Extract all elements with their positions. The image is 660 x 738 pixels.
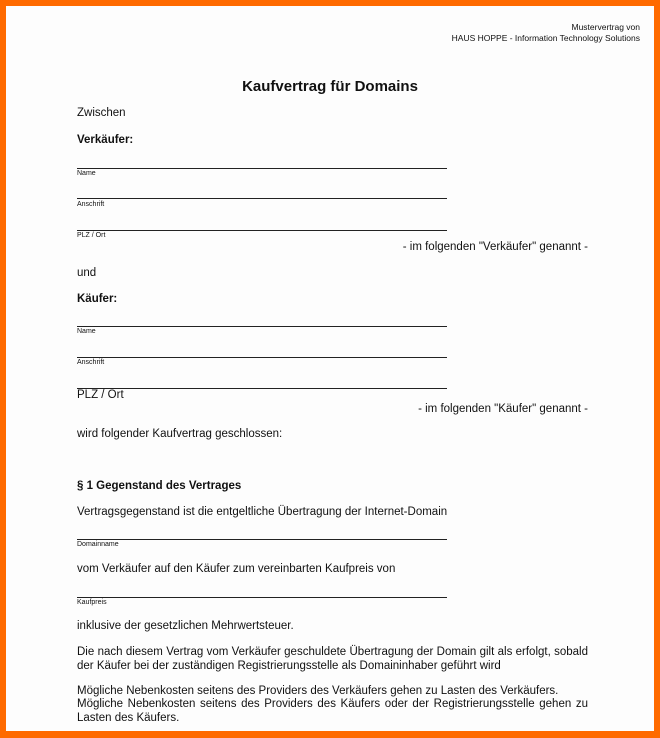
buyer-address-label: Anschrift: [77, 359, 105, 366]
header-line-2: HAUS HOPPE - Information Technology Solutions: [451, 33, 640, 43]
seller-designation: - im folgenden "Verkäufer" genannt -: [402, 241, 588, 253]
buyer-zip-city-field[interactable]: [77, 388, 447, 389]
costs-paragraph-2: Mögliche Nebenkosten seitens des Providers des Käufers oder der Registrierungsstelle gehen zu Lasten des Käufers.: [77, 698, 588, 724]
between-text: Zwischen: [77, 107, 126, 119]
purchase-price-field[interactable]: [77, 597, 447, 598]
buyer-address-field[interactable]: [77, 357, 447, 358]
transfer-paragraph: Die nach diesem Vertrag vom Verkäufer geschuldete Übertragung der Domain gilt als erfolgt, sobald der Käufer bei der zuständigen Registrierungsstelle als Domaininhaber geführt wird: [77, 646, 588, 672]
seller-name-field[interactable]: [77, 168, 447, 169]
seller-heading: Verkäufer:: [77, 134, 134, 146]
buyer-heading: Käufer:: [77, 293, 118, 305]
seller-zip-city-label: PLZ / Ort: [77, 232, 106, 239]
subject-text: Vertragsgegenstand ist die entgeltliche Übertragung der Internet-Domain: [77, 506, 448, 518]
buyer-name-label: Name: [77, 328, 96, 335]
domain-name-field[interactable]: [77, 539, 447, 540]
section-1-heading: § 1 Gegenstand des Vertrages: [77, 480, 242, 492]
document-title: Kaufvertrag für Domains: [242, 78, 418, 95]
purchase-price-label: Kaufpreis: [77, 599, 107, 606]
seller-address-label: Anschrift: [77, 201, 105, 208]
and-text: und: [77, 267, 97, 279]
seller-address-field[interactable]: [77, 198, 447, 199]
buyer-name-field[interactable]: [77, 326, 447, 327]
vat-text: inklusive der gesetzlichen Mehrwertsteuer.: [77, 620, 294, 632]
buyer-zip-city-label: PLZ / Ort: [77, 389, 124, 401]
document-page: [6, 6, 654, 731]
domain-name-label: Domainname: [77, 541, 119, 548]
document-header: [452, 22, 640, 44]
price-text: vom Verkäufer auf den Käufer zum vereinbarten Kaufpreis von: [77, 563, 396, 575]
header-line-1: Mustervertrag von: [571, 22, 640, 32]
buyer-designation: - im folgenden "Käufer" genannt -: [418, 403, 588, 415]
costs-paragraph-1: Mögliche Nebenkosten seitens des Providers des Verkäufers gehen zu Lasten des Verkäufers.: [77, 685, 559, 697]
seller-name-label: Name: [77, 170, 96, 177]
concluded-text: wird folgender Kaufvertrag geschlossen:: [77, 428, 283, 440]
seller-zip-city-field[interactable]: [77, 230, 447, 231]
